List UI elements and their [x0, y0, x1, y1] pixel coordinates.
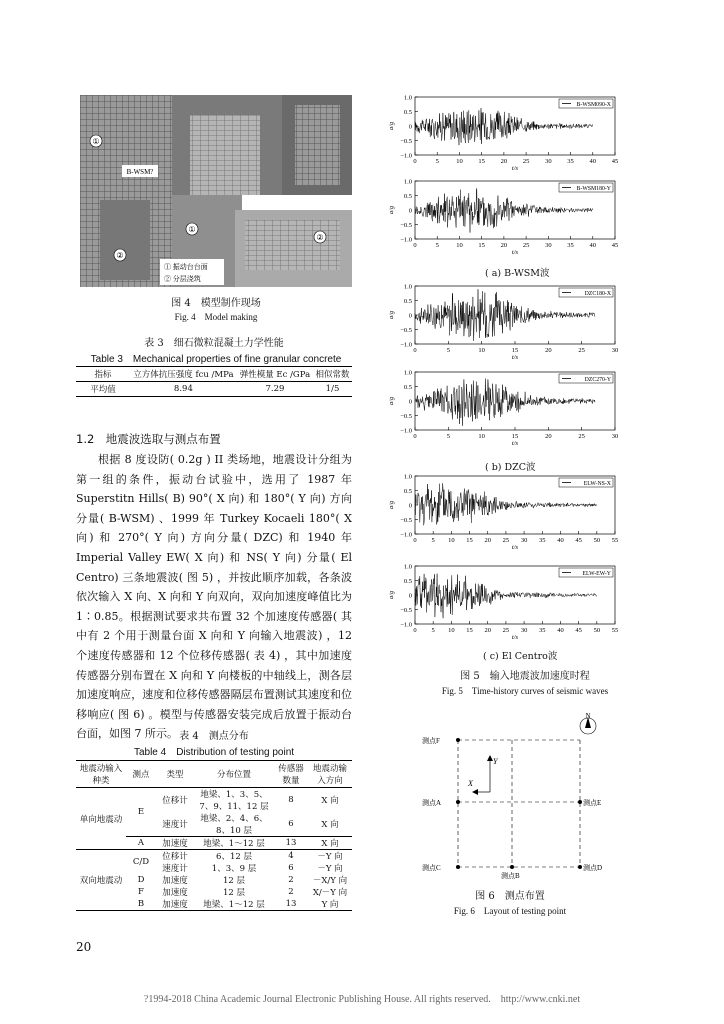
table4-cell: 6 [288, 819, 294, 829]
table4-cell: E [137, 807, 145, 817]
y-tick-label: −1.0 [400, 341, 412, 349]
table4-cell: 速度计 [162, 820, 188, 830]
x-tick-label: 5 [446, 347, 450, 354]
table4-cell: 加速度 [162, 839, 188, 849]
table4-cell: －Y 向 [317, 852, 343, 862]
y-tick-label: −1.0 [400, 427, 412, 435]
legend-label: B-WSM090-X [576, 102, 611, 108]
series-line [415, 108, 593, 145]
accel-chart-0 [385, 93, 635, 171]
table4-cell: X/－Y 向 [312, 888, 348, 898]
table4-cell: －X/Y 向 [312, 876, 348, 886]
x-tick-label: 0 [413, 242, 417, 249]
table4-cell: 6、12 层 [216, 852, 252, 862]
x-tick-label: 10 [456, 242, 463, 249]
table3-caption-en: Table 3 Mechanical properties of fine granular concrete [90, 354, 342, 365]
table4-cell: 1、3、9 层 [211, 864, 257, 874]
y-tick-label: 0.5 [403, 578, 412, 585]
y-tick-label: −0.5 [400, 413, 412, 420]
table4 [76, 760, 352, 911]
table4-cell: 12 层 [222, 876, 246, 886]
x-tick-label: 10 [448, 627, 455, 634]
y-tick-label: −1.0 [400, 152, 412, 160]
y-tick-label: −1.0 [400, 236, 412, 244]
fig5-sub-a: ( a) B-WSM波 [485, 268, 550, 279]
legend-label: ELW-EW-Y [582, 571, 611, 577]
x-tick-label: 40 [589, 158, 597, 165]
x-tick-label: 0 [413, 433, 417, 440]
y-tick-label: −0.5 [400, 607, 412, 614]
x-axis-label: t/s [511, 165, 519, 171]
fig4-label-3: ② [116, 251, 124, 260]
table4-cell: 地梁、2、4、6、8、10 层 [200, 814, 268, 836]
point-a-label: 测点A [422, 799, 442, 807]
x-tick-label: 40 [557, 627, 564, 634]
table4-header: 传感器数量 [278, 764, 304, 786]
table4-cell: 13 [285, 838, 297, 848]
point-e-label: 测点E [583, 799, 602, 807]
x-tick-label: 35 [567, 242, 574, 249]
table4-cell: 加速度 [162, 900, 188, 910]
table4-caption-cn: 表 4 测点分布 [179, 731, 249, 742]
table4-caption-en: Table 4 Distribution of testing point [133, 747, 295, 758]
point-marker [456, 865, 460, 869]
y-tick-label: 0 [408, 502, 412, 510]
x-tick-label: 25 [578, 347, 585, 354]
x-tick-label: 15 [466, 627, 473, 634]
x-tick-label: 25 [502, 627, 510, 634]
x-tick-label: 30 [520, 627, 528, 634]
fig4-label-5: ② [316, 233, 324, 242]
accel-chart-3 [385, 368, 635, 446]
x-axis-label: t/s [511, 634, 519, 640]
y-tick-label: 0 [408, 207, 412, 215]
x-axis-label: t/s [511, 354, 519, 360]
y-axis-label: a/g [388, 205, 395, 215]
north-label: N [585, 712, 591, 720]
table4-header: 分布位置 [216, 770, 251, 780]
x-tick-label: 40 [557, 537, 564, 544]
x-tick-label: 50 [593, 627, 601, 634]
y-tick-label: 1.0 [403, 178, 412, 186]
table4-cell: 4 [288, 851, 294, 861]
table4-header: 地震动输入方向 [312, 764, 347, 786]
fig4-caption-en: Fig. 4 Model making [174, 312, 258, 322]
table4-cell: 6 [288, 863, 294, 873]
legend-label: DZC180-X [584, 291, 611, 297]
fig5-caption-cn: 图 5 输入地震波加速度时程 [460, 671, 590, 682]
y-tick-label: 1.0 [403, 369, 412, 377]
fig6-caption-cn: 图 6 测点布置 [475, 891, 545, 902]
x-tick-label: 45 [611, 158, 619, 165]
table4-cell: 2 [288, 887, 294, 897]
table4-cell: 位移计 [162, 852, 188, 862]
point-marker [456, 738, 460, 742]
page-number: 20 [76, 940, 92, 954]
table4-cell: 位移计 [162, 796, 188, 806]
x-tick-label: 15 [511, 433, 519, 440]
table4-header: 测点 [132, 770, 150, 780]
fig5-caption-en: Fig. 5 Time-history curves of seismic waves [441, 686, 609, 696]
table3-header: 相似常数 [315, 370, 350, 380]
x-tick-label: 30 [520, 537, 528, 544]
point-c-label: 测点C [422, 864, 441, 872]
table3 [76, 366, 352, 397]
x-tick-label: 0 [413, 627, 417, 634]
fig5-sub-c: ( c) El Centro波 [483, 651, 558, 662]
x-tick-label: 10 [448, 537, 455, 544]
table3-cell: 1/5 [325, 384, 340, 394]
fig5-sub-b: ( b) DZC波 [485, 462, 536, 473]
section-heading: 1.2 地震波选取与测点布置 [76, 432, 221, 446]
x-tick-label: 30 [611, 433, 619, 440]
y-tick-label: −1.0 [400, 621, 412, 629]
x-tick-label: 5 [435, 242, 439, 249]
y-tick-label: 0 [408, 312, 412, 320]
x-tick-label: 45 [611, 242, 619, 249]
table4-cell: A [137, 838, 145, 848]
table4-cell: 地梁、1～12 层 [203, 839, 265, 849]
y-axis-label: a/g [388, 396, 395, 406]
x-tick-label: 5 [435, 158, 439, 165]
y-tick-label: −0.5 [400, 222, 412, 229]
table4-cell: 加速度 [162, 876, 188, 886]
accel-chart-2 [385, 282, 635, 360]
x-tick-label: 30 [611, 347, 619, 354]
series-line [415, 379, 595, 426]
table4-header: 类型 [166, 770, 184, 780]
x-tick-label: 35 [539, 627, 546, 634]
point-marker [510, 865, 514, 869]
table4-cell: 地梁、1～12 层 [203, 900, 265, 910]
x-tick-label: 30 [545, 242, 552, 249]
x-axis-label: t/s [511, 440, 519, 446]
y-axis-label: a/g [388, 310, 395, 320]
x-tick-label: 20 [500, 242, 508, 249]
point-marker [578, 865, 582, 869]
fig6-diagram [415, 712, 605, 882]
x-tick-label: 35 [567, 158, 574, 165]
x-tick-label: 25 [578, 433, 585, 440]
footer: ?1994-2018 China Academic Journal Electronic Publishing House. All rights reserved. http://www.cnki.net [143, 994, 581, 1005]
x-axis-label: X [468, 779, 473, 788]
y-tick-label: 1.0 [403, 283, 412, 291]
fig6-caption-en: Fig. 6 Layout of testing point [453, 906, 567, 916]
x-tick-label: 55 [611, 627, 619, 634]
section-body [76, 450, 352, 744]
x-tick-label: 0 [413, 158, 417, 165]
fig4-legend-2: ② 分层浇筑 [164, 275, 201, 283]
y-axis-label: a/g [388, 590, 395, 600]
fig4-label-1: ① [92, 137, 100, 146]
y-axis-label: a/g [388, 121, 395, 131]
series-line [415, 483, 597, 525]
accel-chart-5 [385, 562, 635, 640]
y-tick-label: 1.0 [403, 94, 412, 102]
legend-label: B-WSM180-Y [576, 186, 611, 192]
x-tick-label: 5 [431, 627, 435, 634]
table4-cell: 速度计 [162, 864, 188, 874]
x-tick-label: 20 [545, 433, 552, 440]
table4-cell: B [137, 899, 145, 909]
series-line [415, 574, 597, 619]
y-axis-label: Y [493, 757, 498, 766]
y-tick-label: 0.5 [403, 488, 412, 495]
table4-cell: 2 [288, 875, 294, 885]
x-tick-label: 15 [466, 537, 473, 544]
x-tick-label: 45 [575, 627, 582, 634]
table4-group: 双向地震动 [79, 876, 123, 886]
point-f-label: 测点F [422, 737, 440, 745]
point-b-label: 测点B [501, 872, 520, 880]
y-tick-label: 0.5 [403, 193, 412, 200]
x-tick-label: 5 [431, 537, 435, 544]
table4-cell: F [138, 887, 144, 897]
y-tick-label: −0.5 [400, 517, 412, 524]
x-tick-label: 35 [539, 537, 546, 544]
x-axis-label: t/s [511, 249, 519, 255]
x-tick-label: 10 [456, 158, 463, 165]
x-tick-label: 25 [522, 242, 530, 249]
table3-header: 弹性模量 Ec /GPa [239, 370, 311, 380]
x-tick-label: 10 [478, 347, 485, 354]
table4-cell: X 向 [321, 820, 339, 830]
x-tick-label: 20 [500, 158, 508, 165]
point-marker [456, 800, 460, 804]
table4-cell: C/D [132, 857, 150, 867]
x-tick-label: 55 [611, 537, 619, 544]
y-tick-label: −0.5 [400, 327, 412, 334]
x-tick-label: 15 [511, 347, 519, 354]
accel-chart-4 [385, 472, 635, 550]
table4-cell: 13 [285, 899, 297, 909]
table4-cell: X 向 [321, 839, 339, 849]
y-tick-label: 1.0 [403, 563, 412, 571]
table3-header: 指标 [94, 370, 112, 380]
y-tick-label: 1.0 [403, 473, 412, 481]
fig4-legend-1: ① 振动台台面 [164, 263, 208, 271]
x-tick-label: 20 [484, 627, 491, 634]
x-tick-label: 15 [478, 158, 485, 165]
legend-label: ELW-NS-X [583, 481, 611, 487]
x-tick-label: 25 [502, 537, 510, 544]
fig4-photo-svg [80, 95, 352, 287]
table3-caption-cn: 表 3 细石微粒混凝土力学性能 [144, 338, 284, 349]
table3-header: 立方体抗压强度 fcu /MPa [133, 370, 234, 380]
table4-group: 单向地震动 [79, 814, 123, 825]
x-tick-label: 25 [522, 158, 530, 165]
x-tick-label: 45 [575, 537, 582, 544]
y-tick-label: 0.5 [403, 109, 412, 116]
y-tick-label: 0 [408, 123, 412, 131]
table4-cell: 8 [288, 795, 294, 805]
table3-cell: 8.94 [173, 384, 193, 394]
x-tick-label: 10 [478, 433, 485, 440]
y-tick-label: −1.0 [400, 531, 412, 539]
x-tick-label: 30 [545, 158, 552, 165]
x-tick-label: 0 [413, 537, 417, 544]
y-tick-label: 0.5 [403, 384, 412, 391]
y-tick-label: 0 [408, 592, 412, 600]
table4-header: 地震动输入种类 [79, 764, 123, 786]
x-tick-label: 40 [589, 242, 597, 249]
x-tick-label: 0 [413, 347, 417, 354]
series-line [415, 188, 593, 232]
table4-cell: －Y 向 [317, 864, 343, 874]
fig4-photo [80, 95, 352, 287]
x-tick-label: 50 [593, 537, 601, 544]
x-tick-label: 5 [446, 433, 450, 440]
point-marker [578, 800, 582, 804]
x-axis-label: t/s [511, 544, 519, 550]
section-paragraph: 根据 8 度设防( 0.2g ) II 类场地，地震设计分组为第一组的条件，振动台试验中，选用了 1987 年 Superstitn Hills( B) 90°( X 向) 和 180°( Y 向) 方向分量( B-WSM) 、1999 年 Turkey Kocaeli 180°( X 向) 和 270°( Y 向) 方向分量( DZC) 和 1940 年 Imperial Valley EW( X 向) 和 NS( Y 向) 分量( El Centro) 三条地震波( 图 5) ，并按此顺序加载，各条波依次输入 X 向、X 向和 Y 向双向，双向加速度峰值比为 1∶0.85。根据测试要求共布置 32 个加速度传感器( 其中有 2 个用于测量台面 X 向和 Y 向输入地震波) ，12 个速度传感器和 12 个位移传感器( 表 4) ，其中加速度传感器分别布置在 X 向和 Y 向楼板的中轴线上，测各层加速度响应，速度和位移传感器隔层布置测试其速度和位移响应( 图 6) 。模型与传感器安装完成后放置于振动台台面，如图 7 所示。 [76, 453, 352, 741]
point-d-label: 测点D [583, 864, 603, 872]
table4-cell: 加速度 [162, 888, 188, 898]
table4-cell: 12 层 [222, 888, 246, 898]
accel-chart-1 [385, 177, 635, 255]
table4-cell: 地梁、1、3、5、7、9、11、12 层 [199, 790, 269, 812]
y-tick-label: 0.5 [403, 298, 412, 305]
table4-cell: Y 向 [321, 900, 339, 910]
table4-cell: X 向 [321, 796, 339, 806]
y-tick-label: −0.5 [400, 138, 412, 145]
table4-cell: D [137, 875, 145, 885]
fig4-caption-cn: 图 4 模型制作现场 [171, 298, 261, 309]
x-tick-label: 15 [478, 242, 485, 249]
y-axis-label: a/g [388, 500, 395, 510]
table3-cell: 平均值 [90, 385, 116, 395]
fig4-label-4: ① [188, 225, 196, 234]
table3-cell: 7.29 [265, 384, 285, 394]
x-tick-label: 20 [545, 347, 552, 354]
fig4-label-2: B-WSM? [126, 168, 154, 176]
x-tick-label: 20 [484, 537, 491, 544]
legend-label: DZC270-Y [584, 377, 611, 383]
y-tick-label: 0 [408, 398, 412, 406]
